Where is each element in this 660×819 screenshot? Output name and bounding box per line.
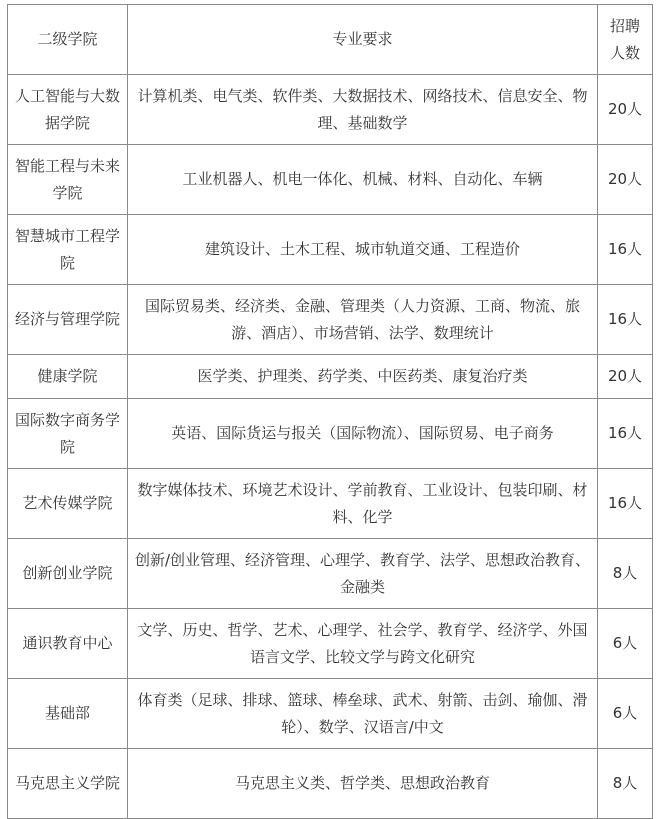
table-row (8, 75, 653, 145)
major-cell: 英语、国际货运与报关（国际物流）、国际贸易、电子商务 (128, 399, 598, 469)
major-cell: 数字媒体技术、环境艺术设计、学前教育、工业设计、包装印刷、材料、化学 (128, 469, 598, 539)
college-cell: 创新创业学院 (8, 539, 128, 609)
count-cell: 8人 (598, 749, 653, 819)
count-cell: 16人 (598, 215, 653, 285)
table-row (8, 469, 653, 539)
college-cell: 基础部 (8, 679, 128, 749)
table-row (8, 285, 653, 355)
count-cell: 6人 (598, 609, 653, 679)
college-cell: 马克思主义学院 (8, 749, 128, 819)
table-row (8, 539, 653, 609)
table-row (8, 355, 653, 399)
college-cell: 智慧城市工程学院 (8, 215, 128, 285)
count-cell: 16人 (598, 399, 653, 469)
major-cell: 创新/创业管理、经济管理、心理学、教育学、法学、思想政治教育、金融类 (128, 539, 598, 609)
college-cell: 国际数字商务学院 (8, 399, 128, 469)
header-college: 二级学院 (8, 5, 128, 75)
major-cell: 计算机类、电气类、软件类、大数据技术、网络技术、信息安全、物理、基础数学 (128, 75, 598, 145)
major-cell: 体育类（足球、排球、篮球、棒垒球、武术、射箭、击剑、瑜伽、滑轮）、数学、汉语言/中文 (128, 679, 598, 749)
table-row (8, 145, 653, 215)
count-cell: 6人 (598, 679, 653, 749)
recruitment-table (7, 4, 653, 819)
major-cell: 医学类、护理类、药学类、中医药类、康复治疗类 (128, 355, 598, 399)
table-header-row (8, 5, 653, 75)
recruitment-table-container (7, 4, 652, 819)
header-major: 专业要求 (128, 5, 598, 75)
major-cell: 文学、历史、哲学、艺术、心理学、社会学、教育学、经济学、外国语言文学、比较文学与跨文化研究 (128, 609, 598, 679)
count-cell: 20人 (598, 355, 653, 399)
count-cell: 8人 (598, 539, 653, 609)
college-cell: 通识教育中心 (8, 609, 128, 679)
major-cell: 国际贸易类、经济类、金融、管理类（人力资源、工商、物流、旅游、酒店）、市场营销、法学、数理统计 (128, 285, 598, 355)
major-cell: 建筑设计、土木工程、城市轨道交通、工程造价 (128, 215, 598, 285)
college-cell: 艺术传媒学院 (8, 469, 128, 539)
count-cell: 20人 (598, 145, 653, 215)
major-cell: 马克思主义类、哲学类、思想政治教育 (128, 749, 598, 819)
table-row (8, 749, 653, 819)
college-cell: 经济与管理学院 (8, 285, 128, 355)
major-cell: 工业机器人、机电一体化、机械、材料、自动化、车辆 (128, 145, 598, 215)
count-cell: 16人 (598, 285, 653, 355)
header-count: 招聘人数 (598, 5, 653, 75)
college-cell: 健康学院 (8, 355, 128, 399)
college-cell: 智能工程与未来学院 (8, 145, 128, 215)
table-row (8, 399, 653, 469)
table-row (8, 609, 653, 679)
count-cell: 20人 (598, 75, 653, 145)
table-row (8, 215, 653, 285)
count-cell: 16人 (598, 469, 653, 539)
table-row (8, 679, 653, 749)
college-cell: 人工智能与大数据学院 (8, 75, 128, 145)
